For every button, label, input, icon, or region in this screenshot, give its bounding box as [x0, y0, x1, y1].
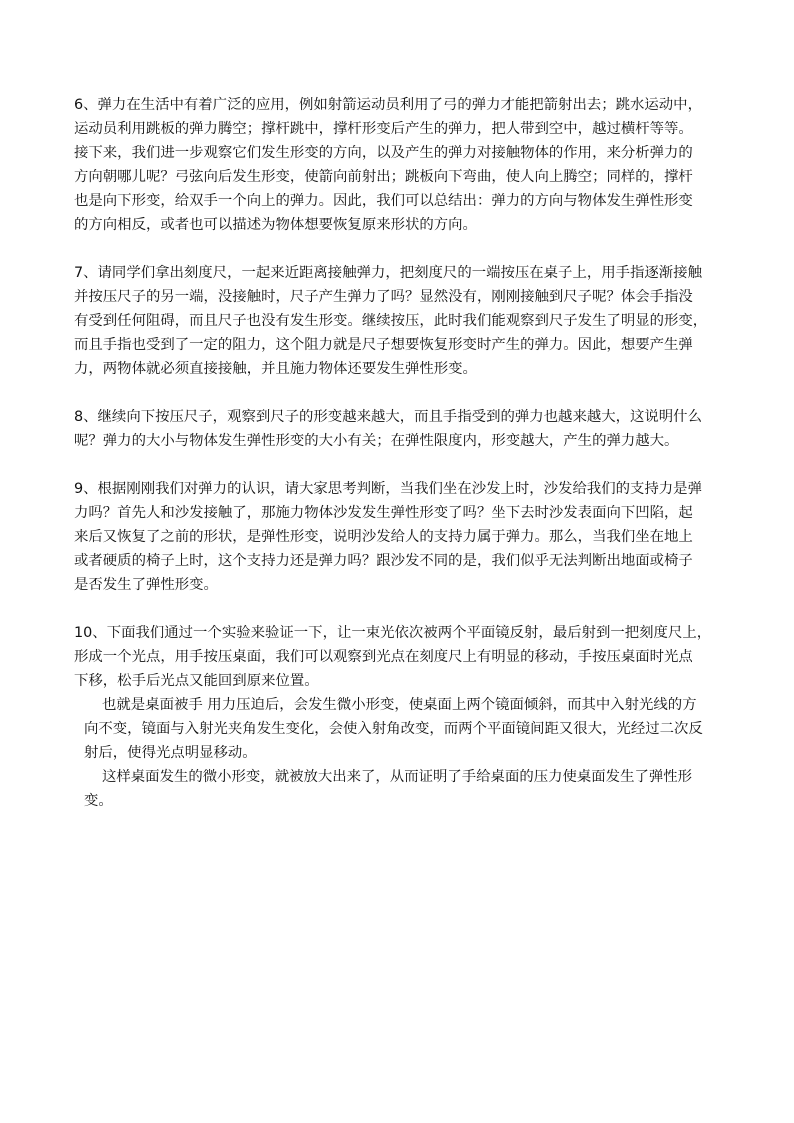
text-line: 也是向下形变，给双手一个向上的弹力。因此，我们可以总结出：弹力的方向与物体发生弹性形变	[74, 193, 693, 209]
paragraph-8	[74, 405, 724, 453]
text-line: 力吗？首先人和沙发接触了，那施力物体沙发发生弹性形变了吗？坐下去时沙发表面向下凹陷，起	[74, 505, 693, 521]
document-page	[74, 93, 724, 813]
text-line: 6、弹力在生活中有着广泛的应用，例如射箭运动员利用了弓的弹力才能把箭射出去；跳水运动中，	[74, 97, 702, 113]
text-line: 接下来，我们进一步观察它们发生形变的方向，以及产生的弹力对接触物体的作用，来分析弹力的	[74, 145, 693, 161]
paragraph-9	[74, 477, 724, 597]
text-line: 8、继续向下按压尺子，观察到尺子的形变越来越大，而且手指受到的弹力也越来越大，这说明什么	[74, 409, 702, 425]
text-line: 是否发生了弹性形变。	[74, 577, 218, 593]
paragraph-7	[74, 261, 724, 381]
paragraph-explanation	[74, 693, 724, 765]
text-line: 形成一个光点，用手按压桌面，我们可以观察到光点在刻度尺上有明显的移动，手按压桌面时光点	[74, 649, 693, 665]
text-line: 9、根据刚刚我们对弹力的认识，请大家思考判断，当我们坐在沙发上时，沙发给我们的支持力是弹	[74, 481, 702, 497]
text-line: 来后又恢复了之前的形状，是弹性形变，说明沙发给人的支持力属于弹力。那么，当我们坐在地上	[74, 529, 693, 545]
paragraph-10	[74, 621, 724, 693]
text-line: 有受到任何阻碍，而且尺子也没有发生形变。继续按压，此时我们能观察到尺子发生了明显的形变，	[74, 313, 708, 329]
text-line: 7、请同学们拿出刻度尺，一起来近距离接触弹力，把刻度尺的一端按压在桌子上，用手指逐渐接触	[74, 265, 702, 281]
text-line: 而且手指也受到了一定的阻力，这个阻力就是尺子想要恢复形变时产生的弹力。因此，想要产生弹	[74, 337, 693, 353]
text-line: 也就是桌面被手 用力压迫后，会发生微小形变，使桌面上两个镜面倾斜，而其中入射光线的方	[102, 697, 697, 713]
text-line: 变。	[84, 793, 113, 809]
text-line: 运动员利用跳板的弹力腾空；撑杆跳中，撑杆形变后产生的弹力，把人带到空中，越过横杆等等。	[74, 121, 693, 137]
text-line: 并按压尺子的另一端，没接触时，尺子产生弹力了吗？显然没有，刚刚接触到尺子呢？体会手指没	[74, 289, 693, 305]
text-line: 或者硬质的椅子上时，这个支持力还是弹力吗？跟沙发不同的是，我们似乎无法判断出地面或椅子	[74, 553, 693, 569]
text-line: 下移，松手后光点又能回到原来位置。	[74, 673, 319, 689]
paragraph-6	[74, 93, 724, 237]
text-line: 力，两物体就必须直接接触，并且施力物体还要发生弹性形变。	[74, 361, 477, 377]
text-line: 这样桌面发生的微小形变，就被放大出来了，从而证明了手给桌面的压力使桌面发生了弹性形	[102, 769, 693, 785]
text-line: 10、下面我们通过一个实验来验证一下，让一束光依次被两个平面镜反射，最后射到一把刻度尺上，	[74, 625, 712, 641]
paragraph-conclusion	[74, 765, 724, 813]
text-line: 方向朝哪儿呢？弓弦向后发生形变，使箭向前射出；跳板向下弯曲，使人向上腾空；同样的，撑杆	[74, 169, 693, 185]
text-line: 射后，使得光点明显移动。	[84, 745, 257, 761]
text-line: 呢？弹力的大小与物体发生弹性形变的大小有关；在弹性限度内，形变越大，产生的弹力越大。	[74, 433, 679, 449]
text-line: 向不变，镜面与入射光夹角发生变化，会使入射角改变，而两个平面镜间距又很大，光经过二次反	[84, 721, 703, 737]
text-line: 的方向相反，或者也可以描述为物体想要恢复原来形状的方向。	[74, 217, 477, 233]
